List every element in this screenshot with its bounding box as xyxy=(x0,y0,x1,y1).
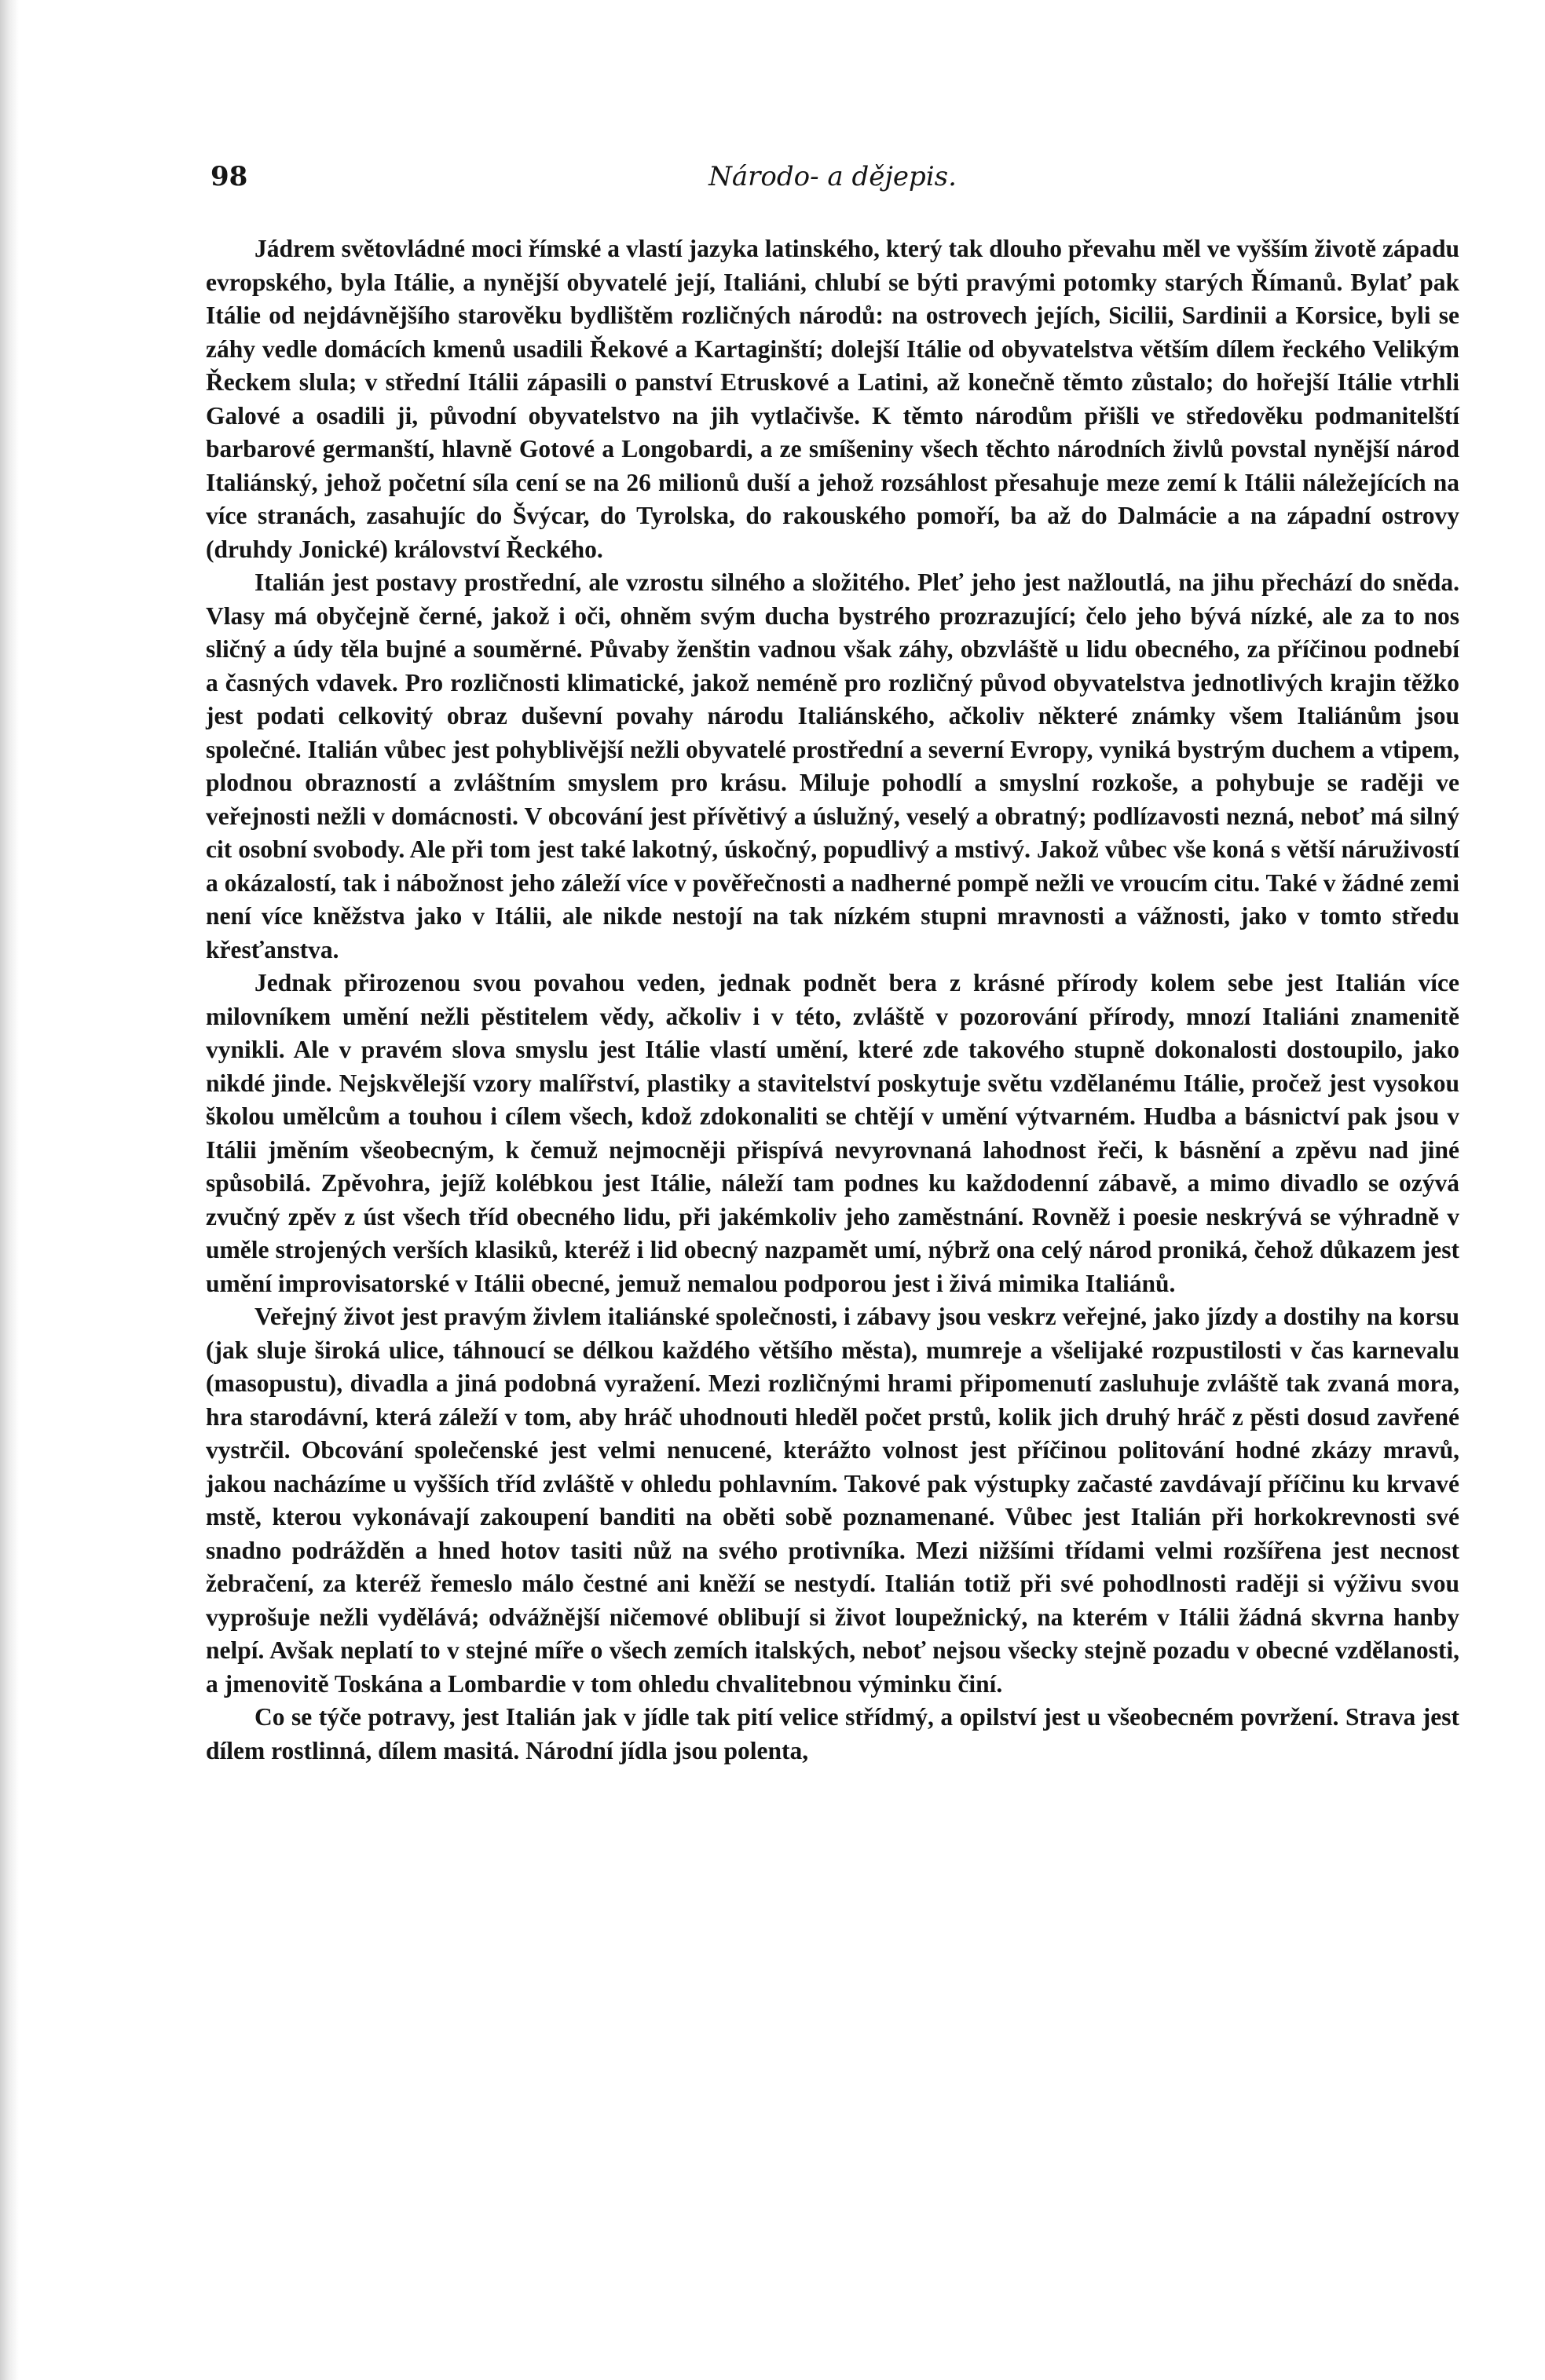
paragraph-origins: Jádrem světovládné moci římské a vlastí jazyka latinského, který tak dlouho převahu měl ve vyšším životě západu evropského, byla Itálie, a nynější obyvatelé její, Italiáni, chlubí se býti pravými potomky starých Římanů. Bylať pak Itálie od nejdávnějšího starověku bydlištěm rozličných národů: na ostrovech jejích, Sicilii, Sardinii a Korsice, byli se záhy vedle domácích kmenů usadili Řekové a Kartaginští; dolejší Itálie od obyvatelstva větším dílem řeckého Velikým Řeckem slula; v střední Itálii zápasili o panství Etruskové a Latini, až konečně těmto zůstalo; do hořejší Itálie vtrhli Galové a osadili ji, původní obyvatelstvo na jih vytlačivše. K těmto národům přišli ve středověku podmanitelští barbarové germanští, hlavně Gotové a Longobardi, a ze smíšeniny všech těchto národních živlů povstal nynější národ Italiánský, jehož početní síla cení se na 26 milionů duší a jehož rozsáhlost přesahuje meze zemí k Itálii náležejících na více stranách, zasahujíc do Švýcar, do Tyrolska, do rakouského pomoří, ba až do Dalmácie a na západní ostrovy (druhdy Jonické) království Řeckého. xyxy=(206,235,1459,563)
paragraph-food: Co se týče potravy, jest Italián jak v jídle tak pití velice střídmý, a opilství jest u všeobecném povržení. Strava jest dílem rostlinná, dílem masitá. Národní jídla jsou polenta, xyxy=(206,1703,1459,1764)
running-header xyxy=(196,161,1469,208)
page-edge-shadow xyxy=(0,0,19,2380)
paragraph-public-life: Veřejný život jest pravým živlem italiánské společnosti, i zábavy jsou veskrz veřejné, jako jízdy a dostihy na korsu (jak sluje široká ulice, táhnoucí se délkou každého většího města), mumreje a všelijaké rozpustilosti v čas karnevalu (masopustu), divadla a jiná podobná vyražení. Mezi rozličnými hrami připomenutí zasluhuje zvláště tak zvaná mora, hra starodávní, která záleží v tom, aby hráč uhodnouti hleděl počet prstů, kolik jich druhý hráč z pěsti dosud zavřené vystrčil. Obcování společenské jest velmi nenucené, kterážto volnost jest příčinou politování hodné zkázy mravů, jakou nacházíme u vyšších tříd zvláště v ohledu pohlavním. Takové pak výstupky začasté zavdávají příčinu ku krvavé mstě, kterou vykonávají zakoupení banditi na oběti sobě poznamenané. Vůbec jest Italián při horkokrevnosti své snadno podrážděn a hned hotov tasiti nůž na svého protivníka. Mezi nižšími třídami velmi rozšířena jest necnost žebračení, za kteréž řemeslo málo čestné ani kněží se nestydí. Italián totiž při své pohodlnosti raději si výživu svou vyprošuje nežli vydělává; odvážnější ničemové oblibují si život loupežnický, na kterém v Itálii žádná skvrna hanby nelpí. Avšak neplatí to v stejné míře o všech zemích italských, neboť nejsou všecky stejně pozadu v obecné vzdělanosti, a jmenovitě Toskána a Lombardie v tom ohledu chvalitebnou výminku činí. xyxy=(206,1303,1459,1698)
body-text xyxy=(206,232,1459,1768)
paragraph-arts: Jednak přirozenou svou povahou veden, jednak podnět bera z krásné přírody kolem sebe jest Italián více milovníkem umění nežli pěstitelem vědy, ačkoliv i v této, zvláště v pozorování přírody, mnozí Italiáni znamenitě vynikli. Ale v pravém slova smyslu jest Itálie vlastí umění, které zde takového stupně dokonalosti dostoupilo, jako nikdé jinde. Nejskvělejší vzory malířství, plastiky a stavitelství poskytuje světu vzdělanému Itálie, pročež jest vysokou školou umělcům a touhou i cílem všech, kdož zdokonaliti se chtějí v umění výtvarném. Hudba a básnictví pak jsou v Itálii jměním všeobecným, k čemuž nejmocněji přispívá nevyrovnaná lahodnost řeči, k básnění a zpěvu nad jiné spůsobilá. Zpěvohra, jejíž kolébkou jest Itálie, náleží tam podnes ku každodenní zábavě, a mimo divadlo se ozývá zvučný zpěv z úst všech tříd obecného lidu, při jakémkoliv jeho zaměstnání. Rovněž i poesie neskrývá se výhradně v uměle strojených verších klasiků, kteréž i lid obecný nazpamět umí, nýbrž ona celý národ proniká, čehož důkazem jest umění improvisatorské v Itálii obecné, jemuž nemalou podporou jest i živá mimika Italiánů. xyxy=(206,969,1459,1297)
page-number: 98 xyxy=(211,161,248,192)
paragraph-character: Italián jest postavy prostřední, ale vzrostu silného a složitého. Pleť jeho jest nažloutlá, na jihu přechází do sněda. Vlasy má obyčejně černé, jakož i oči, ohněm svým ducha bystrého prozrazující; čelo jeho bývá nízké, ale za to nos sličný a údy těla bujné a souměrné. Půvaby ženštin vadnou však záhy, obzvláště u lidu obecného, za příčinou podnebí a časných vdavek. Pro rozličnosti klimatické, jakož neméně pro rozličný původ obyvatelstva jednotlivých krajin těžko jest podati celkovitý obraz duševní povahy národu Italiánského, ačkoliv některé známky všem Italiánům jsou společné. Italián vůbec jest pohyblivější nežli obyvatelé prostřední a severní Evropy, vyniká bystrým duchem a vtipem, plodnou obrazností a zvláštním smyslem pro krásu. Miluje pohodlí a smyslní rozkoše, a pohybuje se raději ve veřejnosti nežli v domácnosti. V obcování jest přívětivý a úslužný, veselý a obratný; podlízavosti nezná, neboť má silný cit osobní svobody. Ale při tom jest také lakotný, úskočný, popudlivý a mstivý. Jakož vůbec vše koná s větší náruživostí a okázalostí, tak i nábožnost jeho záleží více v pověřečnosti a nadherné pompě nežli ve vroucím citu. Také v žádné zemi není více kněžstva jako v Itálii, ale nikde nestojí na tak nízkém stupni mravnosti a vážnosti, jako v tomto středu křesťanstva. xyxy=(206,568,1459,963)
running-title: Národo- a dějepis. xyxy=(708,161,957,192)
